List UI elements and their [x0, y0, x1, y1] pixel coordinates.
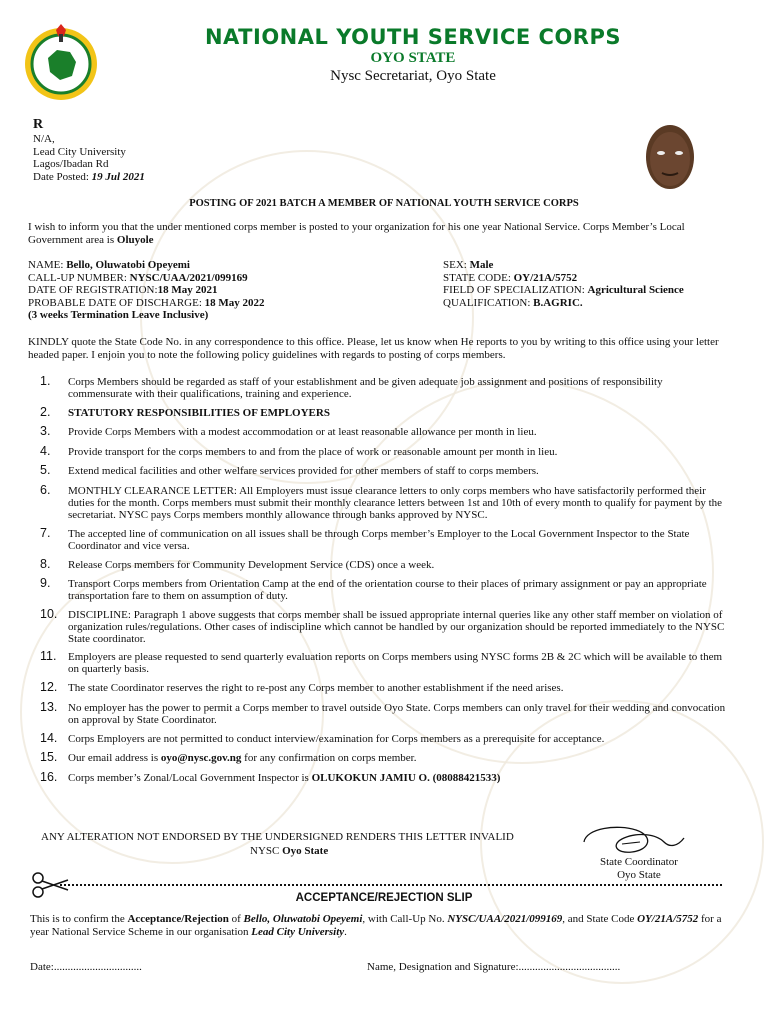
slip-title: ACCEPTANCE/REJECTION SLIP: [295, 892, 473, 904]
list-item: [28, 682, 728, 702]
callup-value: NYSC/UAA/2021/099169: [129, 271, 248, 284]
discharge-value: 18 May 2022: [204, 296, 265, 309]
inspector-name: OLUKOKUN JAMIU O. (08088421533): [311, 771, 501, 784]
slip-body: [30, 913, 730, 939]
date-posted: [33, 171, 145, 184]
nysc-prefix: NYSC: [250, 845, 283, 857]
recipient-initial: R: [33, 117, 44, 132]
item-number: 3.: [40, 424, 51, 438]
sex-value: Male: [469, 259, 494, 271]
slip-text: , with Call-Up No.: [362, 913, 448, 925]
item-text: DISCIPLINE: Paragraph 1 above suggests that corps member shall be issued appropriate internal queries like any other staff member on violation of organization rules/regulations. Other cases of indiscipline which cannot be handled by our organization should be reported immediately to the NYSC State coordinator.: [68, 609, 725, 645]
item-text: Provide transport for the corps members to and from the place of work or reasonable amount per month in lieu.: [68, 445, 558, 458]
corps-member-photo: [639, 121, 701, 196]
slip-text: for a year National Service Scheme in our organisation: [30, 913, 722, 938]
details-right: [443, 259, 684, 309]
item-text: The accepted line of communication on all issues shall be through Corps member’s Employer to the Local Government Inspector to the State Coordinator and vice versa.: [68, 527, 690, 552]
item-text: MONTHLY CLEARANCE LETTER: All Employers must issue clearance letters to only corps members who have satisfactorily performed their duties for the month. Corps members must submit their monthly clearance letters between 1st and 10th of every month to qualify for payment by the secretariat. NYSC pays Corps members monthly allowance through banks approved by NYSC.: [68, 484, 723, 521]
list-item: [28, 482, 728, 528]
slip-state-code: OY/21A/5752: [637, 913, 699, 925]
item-number: 2.: [40, 405, 51, 419]
list-item: [28, 578, 728, 609]
recipient-na: N/A,: [33, 133, 55, 145]
callup-label: CALL-UP NUMBER:: [28, 271, 130, 284]
cut-line: [60, 884, 722, 886]
slip-date-field: Date:................................: [30, 961, 142, 973]
slip-text: .: [344, 926, 347, 938]
list-item: [28, 769, 728, 792]
coordinator-title: State Coordinator: [600, 856, 678, 868]
registration-label: DATE OF REGISTRATION:: [28, 284, 158, 296]
list-item: [28, 651, 728, 682]
list-item: [28, 426, 728, 446]
slip-callup: NYSC/UAA/2021/099169: [447, 913, 563, 925]
slip-organisation: Lead City University: [251, 926, 345, 938]
field-label: FIELD OF SPECIALIZATION:: [443, 284, 588, 296]
item-number: 7.: [40, 525, 51, 540]
item-number: 8.: [40, 556, 51, 571]
sex-label: SEX:: [443, 259, 470, 271]
kindly-paragraph: KINDLY quote the State Code No. in any correspondence to this office. Please, let us know when He reports to you by writing to this office using your letter headed paper. I enjoin you to note the following policy guidelines with regards to posting of corps members.: [28, 336, 719, 361]
state-code-value: OY/21A/5752: [513, 271, 578, 284]
signature-mark: [578, 822, 690, 860]
item-number: 11.: [40, 649, 57, 663]
registration-value: 18 May 2021: [157, 284, 218, 296]
list-item: [28, 556, 728, 579]
list-item: [28, 752, 728, 772]
details-left: [28, 259, 265, 322]
date-posted-label: Date Posted:: [33, 170, 92, 183]
posting-heading: POSTING OF 2021 BATCH A MEMBER OF NATIONAL YOUTH SERVICE CORPS: [189, 198, 579, 209]
list-item: [28, 609, 728, 651]
field-value: Agricultural Science: [587, 284, 684, 296]
termination-note: (3 weeks Termination Leave Inclusive): [28, 309, 209, 321]
qualification-value: B.AGRIC.: [533, 296, 583, 309]
item-text: Release Corps members for Community Development Service (CDS) once a week.: [68, 558, 435, 571]
item-text: Transport Corps members from Orientation Camp at the end of the orientation course to their places of primary assignment or pay an appropriate transportation fare to them on assumption of duty.: [68, 578, 707, 602]
item-text: STATUTORY RESPONSIBILITIES OF EMPLOYERS: [68, 407, 330, 419]
item-number: 10.: [40, 607, 58, 621]
slip-text: of: [228, 913, 244, 925]
item-text: The state Coordinator reserves the right to re-post any Corps member to another establishment if the need arises.: [68, 682, 564, 694]
item-text: Extend medical facilities and other welfare services provided for other members of staff to corps members.: [68, 465, 539, 477]
slip-accept-reject: Acceptance/Rejection: [127, 913, 229, 925]
nysc-state-line: [250, 845, 328, 857]
list-item: [28, 465, 728, 485]
item-text: Corps Members should be regarded as staff of your establishment and be given adequate job assignment and positions of responsibility commensurate with their qualifications, training and experience.: [68, 376, 663, 400]
item-number: 9.: [40, 576, 51, 590]
item-number: 6.: [40, 482, 51, 497]
list-item: [28, 525, 728, 559]
item-number: 1.: [40, 374, 51, 388]
email-link[interactable]: oyo@nysc.gov.ng: [160, 752, 242, 764]
item-text: Provide Corps Members with a modest accommodation or at least reasonable allowance per month in lieu.: [68, 426, 537, 438]
state-code-label: STATE CODE:: [443, 271, 514, 284]
slip-name: Bello, Oluwatobi Opeyemi: [243, 913, 363, 925]
nysc-state: Oyo State: [282, 845, 329, 857]
item-number: 15.: [40, 750, 58, 764]
alteration-notice: ANY ALTERATION NOT ENDORSED BY THE UNDERSIGNED RENDERS THIS LETTER INVALID: [41, 831, 514, 843]
address-line: Lead City University: [33, 145, 126, 158]
lga-value: Oluyole: [116, 233, 154, 246]
item-text: for any confirmation on corps member.: [241, 752, 417, 764]
coordinator-state: Oyo State: [617, 868, 661, 881]
name-label: NAME:: [28, 259, 67, 271]
recipient-address: [33, 117, 145, 183]
address-line: Lagos/Ibadan Rd: [33, 158, 109, 170]
intro-paragraph: [28, 221, 728, 246]
item-number: 16.: [40, 769, 58, 784]
item-number: 5.: [40, 463, 51, 477]
list-item: [28, 376, 728, 407]
name-value: Bello, Oluwatobi Opeyemi: [66, 259, 190, 271]
item-number: 14.: [40, 730, 58, 745]
guidelines-list: [28, 376, 728, 791]
state-heading: OYO STATE: [370, 50, 456, 66]
slip-signature-field: Name, Designation and Signature:.....................................: [367, 961, 621, 973]
item-text: Corps member’s Zonal/Local Government Inspector is: [68, 771, 312, 784]
qualification-label: QUALIFICATION:: [443, 296, 534, 309]
item-number: 13.: [40, 699, 58, 714]
item-text: Our email address is: [68, 752, 161, 764]
list-item: [28, 443, 728, 466]
intro-text: I wish to inform you that the under mentioned corps member is posted to your organization for his one year National Service. Corps Member’s Local Government area is: [28, 221, 685, 246]
secretariat-heading: Nysc Secretariat, Oyo State: [330, 68, 496, 84]
slip-text: This is to confirm the: [30, 913, 128, 925]
discharge-label: PROBABLE DATE OF DISCHARGE:: [28, 296, 205, 309]
list-item: [28, 730, 728, 753]
item-text: No employer has the power to permit a Corps member to travel outside Oyo State. Corps members can only travel for their wedding and convocation on approval by State Coordinator.: [68, 701, 726, 726]
list-item: [28, 407, 728, 426]
date-posted-value: 19 Jul 2021: [91, 170, 145, 183]
item-text: Corps Employers are not permitted to conduct interview/examination for Corps members as a prerequisite for acceptance.: [68, 732, 605, 745]
slip-text: , and State Code: [562, 913, 638, 925]
list-item: [28, 699, 728, 733]
item-number: 12.: [40, 680, 58, 694]
page-title: NATIONAL YOUTH SERVICE CORPS: [204, 25, 621, 49]
coordinator-block: [600, 856, 678, 881]
item-number: 4.: [40, 443, 51, 458]
item-text: Employers are please requested to send quarterly evaluation reports on Corps members using NYSC forms 2B & 2C which will be available to them on quarterly basis.: [68, 651, 723, 675]
